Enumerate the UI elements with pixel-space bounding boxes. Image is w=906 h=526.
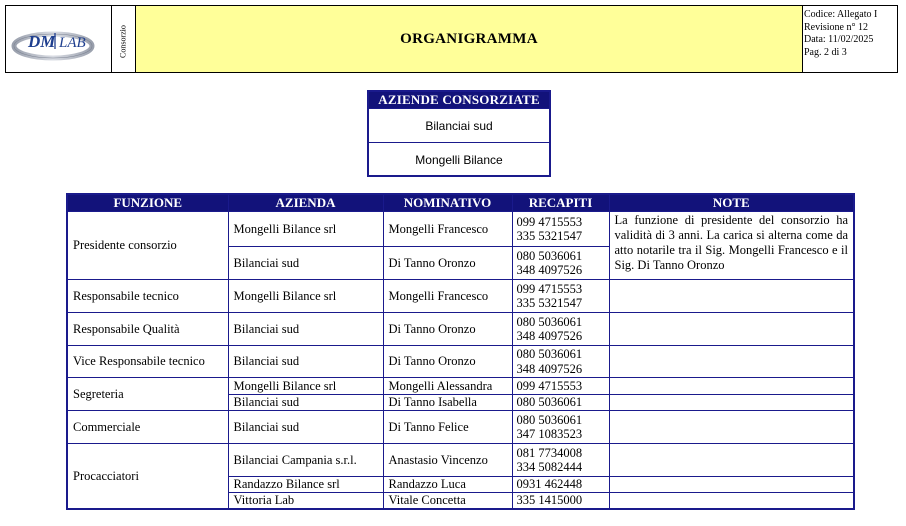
table-row bbox=[67, 378, 854, 395]
cell-note bbox=[609, 313, 854, 346]
table-row bbox=[67, 346, 854, 378]
cell-azienda: Bilanciai sud bbox=[228, 346, 383, 378]
table-row bbox=[67, 280, 854, 313]
table-row bbox=[67, 212, 854, 247]
cell-azienda: Randazzo Bilance srl bbox=[228, 477, 383, 493]
cell-note bbox=[609, 477, 854, 493]
cell-nominativo: Di Tanno Felice bbox=[383, 411, 512, 444]
document-header bbox=[5, 5, 898, 73]
header-nominativo: NOMINATIVO bbox=[383, 194, 512, 212]
cell-note bbox=[609, 378, 854, 395]
cell-azienda: Bilanciai sud bbox=[228, 247, 383, 280]
cell-recapiti bbox=[512, 280, 609, 313]
aziende-consorziate-box bbox=[367, 90, 551, 177]
cell-recapiti: 0931 462448 bbox=[512, 477, 609, 493]
phone: 081 7734008 bbox=[516, 445, 583, 460]
cell-azienda: Bilanciai sud bbox=[228, 395, 383, 411]
cell-azienda: Vittoria Lab bbox=[228, 493, 383, 509]
svg-text:LAB: LAB bbox=[59, 35, 86, 51]
meta-revisione: Revisione n° 12 bbox=[804, 21, 868, 33]
cell-recapiti: 099 4715553 bbox=[512, 378, 609, 395]
phone: 335 5321547 bbox=[516, 296, 583, 310]
dm-lab-logo-icon bbox=[6, 6, 111, 72]
cell-note bbox=[609, 493, 854, 509]
cell-note bbox=[609, 395, 854, 411]
cell-note-presidente: La funzione di presidente del consorzio ha validità di 3 anni. La carica si alterna come da atto notarile tra il Sig. Mongelli Francesco e il Sig. Di Tanno Oronzo bbox=[609, 212, 854, 280]
cell-nominativo: Randazzo Luca bbox=[383, 477, 512, 493]
cell-azienda: Mongelli Bilance srl bbox=[228, 378, 383, 395]
cell-recapiti bbox=[512, 411, 609, 444]
meta-codice: Codice: Allegato I bbox=[804, 9, 878, 20]
table-row bbox=[67, 411, 854, 444]
cell-nominativo: Vitale Concetta bbox=[383, 493, 512, 509]
page-title: ORGANIGRAMMA bbox=[136, 6, 803, 72]
cell-nominativo: Di Tanno Isabella bbox=[383, 395, 512, 411]
phone: 080 5036061 bbox=[516, 347, 583, 361]
table-row bbox=[67, 313, 854, 346]
azienda-item: Mongelli Bilance bbox=[369, 142, 549, 176]
header-note: NOTE bbox=[609, 194, 854, 212]
phone: 348 4097526 bbox=[516, 263, 583, 277]
cell-azienda: Bilanciai sud bbox=[228, 411, 383, 444]
cell-note bbox=[609, 411, 854, 444]
cell-azienda: Bilanciai Campania s.r.l. bbox=[228, 444, 383, 477]
cell-nominativo: Di Tanno Oronzo bbox=[383, 313, 512, 346]
cell-funzione: Responsabile Qualità bbox=[67, 313, 228, 346]
header-funzione: FUNZIONE bbox=[67, 194, 228, 212]
cell-recapiti bbox=[512, 444, 609, 477]
header-recapiti: RECAPITI bbox=[512, 194, 609, 212]
cell-azienda: Mongelli Bilance srl bbox=[228, 212, 383, 247]
cell-nominativo: Anastasio Vincenzo bbox=[383, 444, 512, 477]
cell-funzione: Vice Responsabile tecnico bbox=[67, 346, 228, 378]
cell-nominativo: Di Tanno Oronzo bbox=[383, 247, 512, 280]
cell-funzione: Responsabile tecnico bbox=[67, 280, 228, 313]
phone: 080 5036061 bbox=[516, 314, 583, 329]
cell-nominativo: Di Tanno Oronzo bbox=[383, 346, 512, 378]
cell-funzione: Procacciatori bbox=[67, 444, 228, 509]
cell-recapiti bbox=[512, 313, 609, 346]
azienda-item: Bilanciai sud bbox=[369, 108, 549, 142]
phone: 334 5082444 bbox=[516, 460, 583, 474]
cell-note bbox=[609, 346, 854, 378]
phone: 080 5036061 bbox=[516, 412, 583, 427]
cell-funzione: Presidente consorzio bbox=[67, 212, 228, 280]
logo-side-label bbox=[111, 6, 136, 72]
header-azienda: AZIENDA bbox=[228, 194, 383, 212]
cell-nominativo: Mongelli Alessandra bbox=[383, 378, 512, 395]
cell-recapiti: 335 1415000 bbox=[512, 493, 609, 509]
cell-note bbox=[609, 280, 854, 313]
phone: 099 4715553 bbox=[516, 281, 583, 296]
phone: 080 5036061 bbox=[516, 248, 583, 263]
phone: 348 4097526 bbox=[516, 329, 583, 343]
cell-funzione: Segreteria bbox=[67, 378, 228, 411]
svg-text:DM: DM bbox=[28, 32, 56, 51]
cell-azienda: Mongelli Bilance srl bbox=[228, 280, 383, 313]
meta-data: Data: 11/02/2025 bbox=[804, 34, 874, 45]
cell-recapiti bbox=[512, 247, 609, 280]
company-logo bbox=[6, 6, 112, 72]
cell-note bbox=[609, 444, 854, 477]
phone: 335 5321547 bbox=[516, 229, 583, 243]
cell-nominativo: Mongelli Francesco bbox=[383, 212, 512, 247]
cell-funzione: Commerciale bbox=[67, 411, 228, 444]
cell-nominativo: Mongelli Francesco bbox=[383, 280, 512, 313]
aziende-title: AZIENDE CONSORZIATE bbox=[369, 92, 549, 108]
phone: 347 1083523 bbox=[516, 427, 583, 441]
cell-recapiti bbox=[512, 212, 609, 247]
document-meta bbox=[804, 9, 897, 59]
cell-azienda: Bilanciai sud bbox=[228, 313, 383, 346]
phone: 348 4097526 bbox=[516, 361, 583, 376]
cell-recapiti: 080 5036061 bbox=[512, 395, 609, 411]
table-header-row bbox=[67, 194, 854, 212]
cell-recapiti bbox=[512, 346, 609, 378]
phone: 099 4715553 bbox=[516, 214, 583, 229]
organigramma-table bbox=[66, 193, 855, 510]
meta-pagina: Pag. 2 di 3 bbox=[804, 46, 847, 58]
consorzio-label: Consorzio bbox=[118, 25, 128, 58]
table-row bbox=[67, 444, 854, 477]
